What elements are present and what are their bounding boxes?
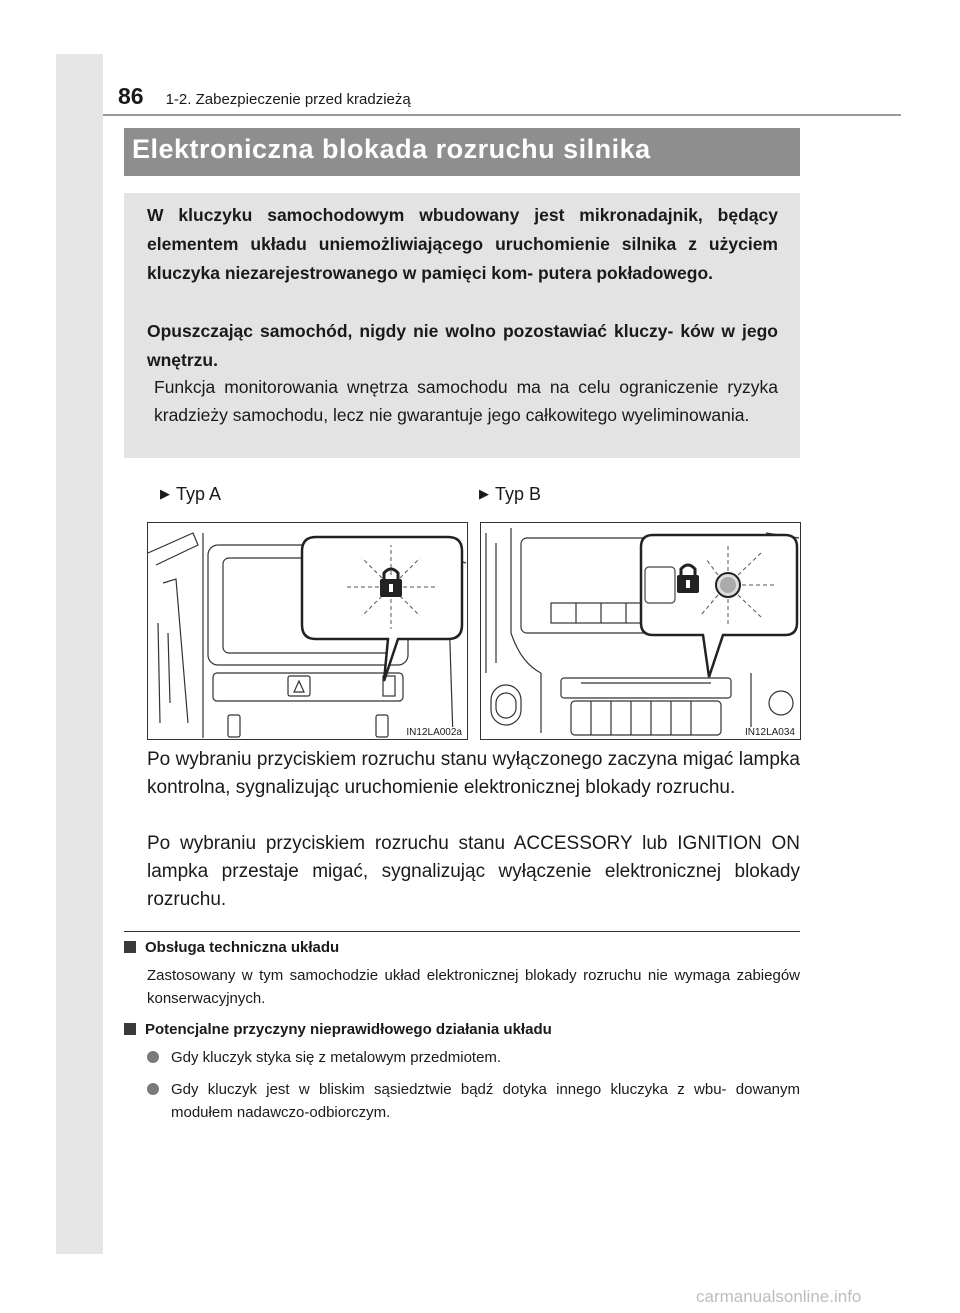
chapter-title: 1-2. Zabezpieczenie przed kradzieżą: [165, 91, 411, 108]
circle-bullet-icon: [147, 1051, 159, 1063]
page-number: 86: [118, 83, 144, 109]
intro-normal: Funkcja monitorowania wnętrza samochodu ma na celu ograniczenie ryzyka kradzieży samochodu, lecz nie gwarantuje jego całkowitego wyeliminowania.: [154, 377, 778, 425]
type-b-label: ▶ Typ B: [479, 484, 542, 504]
maintenance-text: Zastosowany w tym samochodzie układ elektronicznej blokady rozruchu nie wymaga zabiegów konserwacyjnych.: [147, 967, 800, 1007]
list-item: Gdy kluczyk styka się z metalowym przedmiotem.: [147, 1046, 800, 1069]
paragraph-1: Po wybraniu przyciskiem rozruchu stanu wyłączonego zaczyna migać lampka kontrolna, sygnalizując uruchomienie elektronicznej blokady rozruchu.: [147, 749, 800, 798]
maintenance-heading: Obsługa techniczna układu: [124, 939, 339, 956]
page-header: [118, 78, 411, 110]
causes-heading: Potencjalne przyczyny nieprawidłowego działania układu: [124, 1021, 552, 1038]
intro-bold-2: Opuszczając samochód, nigdy nie wolno pozostawiać kluczy- ków w jego wnętrzu.: [147, 321, 778, 370]
section-rule: [124, 931, 800, 932]
figure-type-a: [147, 522, 468, 740]
figure-type-b: [480, 522, 801, 740]
dashboard-illustration-a: [148, 523, 467, 739]
type-a-label: ▶ Typ A: [160, 484, 222, 504]
indicator-lamp-b: [716, 573, 740, 597]
section-title: Elektroniczna blokada rozruchu silnika: [132, 134, 651, 164]
list-item: Gdy kluczyk jest w bliskim sąsiedztwie bądź dotyka innego kluczyka z wbu- dowanym modułem nadawczo-odbiorczym.: [147, 1078, 800, 1124]
dashboard-illustration-b: [481, 523, 800, 739]
triangle-right-icon: ▶: [479, 486, 489, 501]
square-bullet-icon: [124, 1023, 136, 1035]
section-title-bar: [124, 128, 800, 176]
triangle-right-icon: ▶: [160, 486, 170, 501]
square-bullet-icon: [124, 941, 136, 953]
figure-code-b: IN12LA034: [744, 727, 795, 738]
circle-bullet-icon: [147, 1083, 159, 1095]
header-rule: [103, 114, 901, 116]
intro-bold-1: W kluczyku samochodowym wbudowany jest mikronadajnik, będący elementem układu uniemożliwiającego uruchomienie silnika z użyciem kluczyka niezarejestrowanego w pamięci kom- putera pokładowego.: [147, 205, 778, 283]
watermark: carmanualsonline.info: [696, 1287, 862, 1306]
intro-box: [124, 193, 800, 458]
figure-code-a: IN12LA002a: [406, 727, 462, 738]
callout-bubble-a: [302, 537, 462, 681]
paragraph-2: Po wybraniu przyciskiem rozruchu stanu ACCESSORY lub IGNITION ON lampka przestaje migać, sygnalizując wyłączenie elektronicznej blokady rozruchu.: [147, 833, 800, 910]
side-strip: [56, 54, 103, 1254]
callout-bubble-b: [641, 535, 797, 677]
